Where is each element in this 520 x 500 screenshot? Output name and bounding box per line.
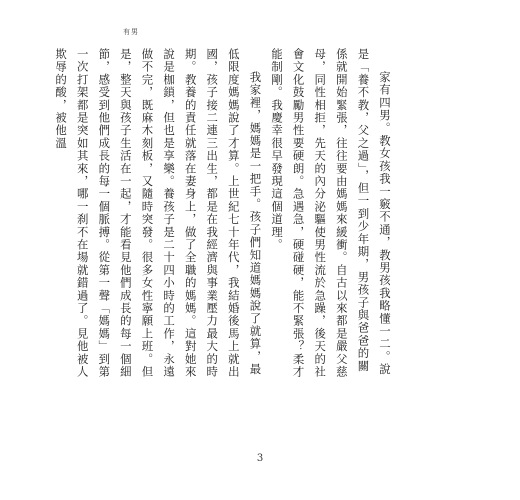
paragraph: 我家裡，媽媽是一把手。孩子們知道媽媽說了就算，最低限度媽媽說了才算。上世紀七十年代，我結婚後馬上就出國，孩子接二連三出生，都是在我經濟與事業壓力最大的時期。教養的責任就落在妻身上，做了全職的媽媽。這對她來說是枷鎖，但也是享樂。養孩子是二十四小時的工作，永遠做不完，既麻木刻板，又隨時突發。很多女性寧願上班。但是，整天與孩子生活在一起，才能看見他們成長的每一個細節，感受到他們成長的每一個脈搏。從第一聲「媽媽」到第一次打架都是突如其來，哪一刹不在場就錯過了。見他被人欺辱的酸，被他溫	[54, 48, 263, 379]
body-text	[50, 48, 396, 380]
page-number: 3	[256, 453, 264, 464]
paragraph: 家有四男。教女孩我一竅不通，教男孩我略懂一二。說是「養不教，父之過」，但一到少年期，男孩子與爸爸的關係就開始緊張，往往要由媽媽來緩衝。自古以來都是嚴父慈母，同性相拒，先天的內分泌驅使男性流於急躁，後天的社會文化鼓勵男性要硬朗。急遇急，硬碰硬，能不緊張？柔才能制剛。我慶幸很早發現這個道理。	[270, 48, 392, 379]
running-head: 有男	[123, 28, 139, 36]
